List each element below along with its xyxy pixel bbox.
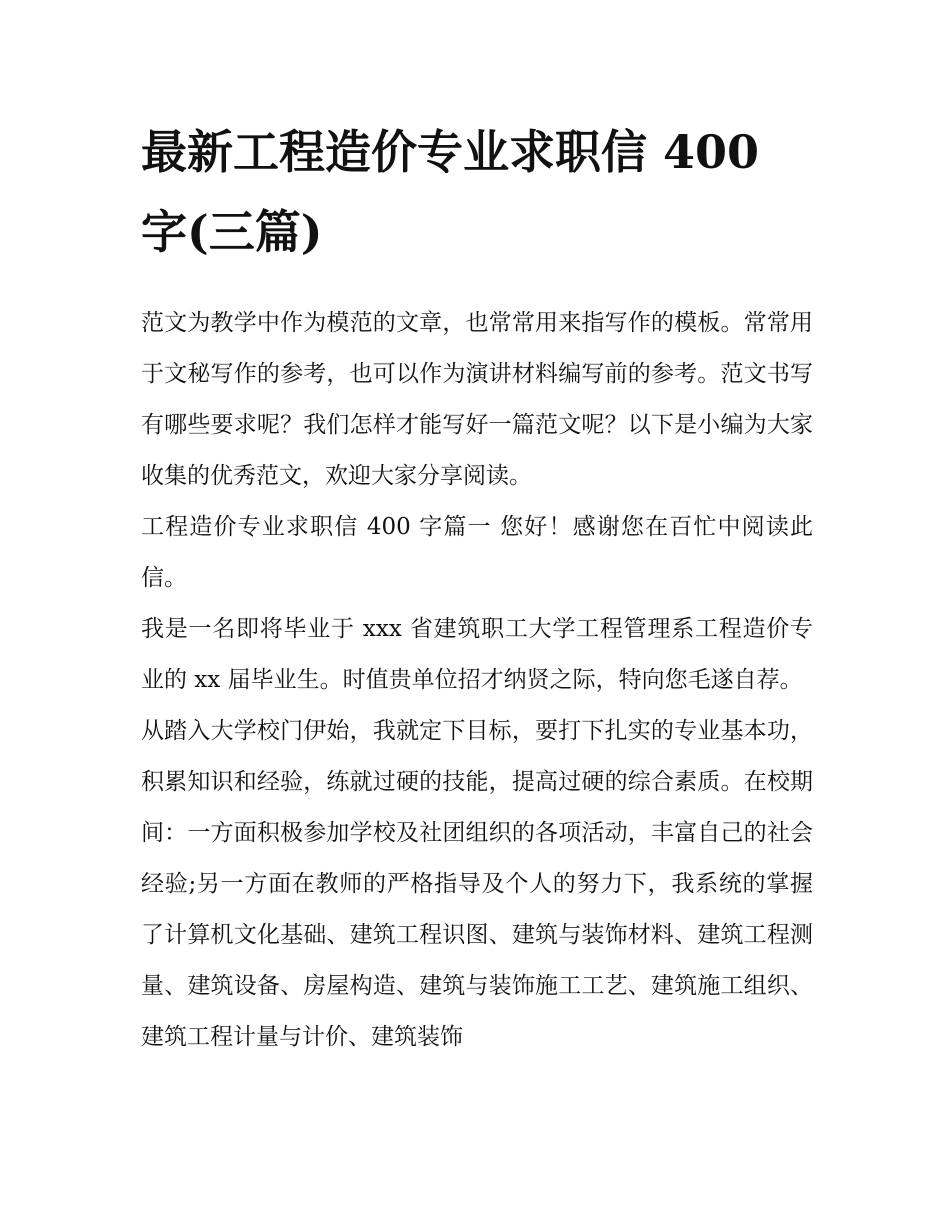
document-content bbox=[141, 112, 813, 1063]
document-title: 最新工程造价专业求职信 400 字(三篇) bbox=[141, 125, 760, 259]
education-paragraph: 从踏入大学校门伊始，我就定下目标，要打下扎实的专业基本功，积累知识和经验，练就过硬的技能，提高过硬的综合素质。在校期间：一方面积极参加学校及社团组织的各项活动，丰富自己的社会经验;另一方面在教师的严格指导及个人的努力下，我系统的掌握了计算机文化基础、建筑工程识图、建筑与装饰材料、建筑工程测量、建筑设备、房屋构造、建筑与装饰施工工艺、建筑施工组织、建筑工程计量与计价、建筑装饰 bbox=[141, 718, 813, 1050]
intro-paragraph: 范文为教学中作为模范的文章，也常常用来指写作的模板。常常用于文秘写作的参考，也可以作为演讲材料编写前的参考。范文书写有哪些要求呢？我们怎样才能写好一篇范文呢？以下是小编为大家收集的优秀范文，欢迎大家分享阅读。 bbox=[141, 310, 813, 489]
letter-opening-paragraph: 工程造价专业求职信 400 字篇一 您好！感谢您在百忙中阅读此信。 bbox=[141, 514, 813, 591]
self-introduction-paragraph: 我是一名即将毕业于 xxx 省建筑职工大学工程管理系工程造价专业的 xx 届毕业生。时值贵单位招才纳贤之际，特向您毛遂自荐。 bbox=[141, 616, 813, 693]
